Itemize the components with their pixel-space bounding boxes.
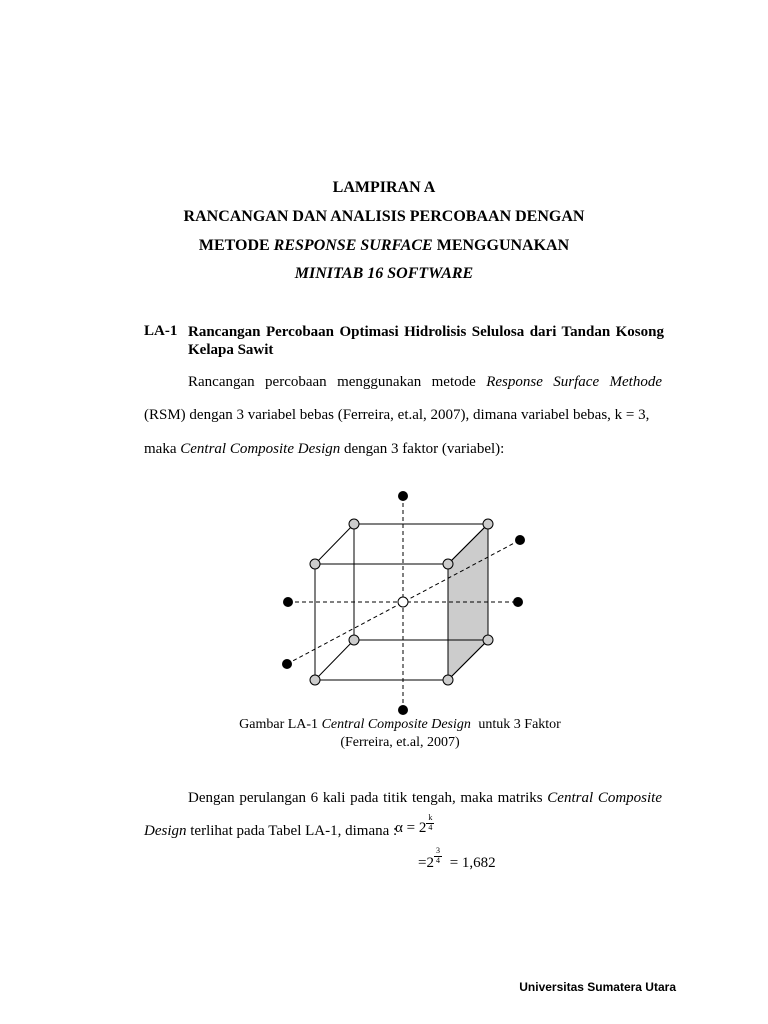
exponent-k-over-4: $\frac{k}{4}$: [428, 813, 433, 832]
appendix-title: LAMPIRAN A: [332, 179, 436, 196]
paragraph2-line1: Dengan perulangan 6 kali pada titik tengah, maka matriks Central Composite: [188, 790, 662, 806]
appendix-subtitle-line3: MINITAB 16 SOFTWARE: [294, 265, 474, 282]
figure-caption-line1: Gambar LA-1 Central Composite Design untuk 3 Faktor: [239, 717, 561, 732]
alpha-result: =2 $\frac{3}{4}$ = 1,682: [418, 846, 496, 871]
alpha-formula: α = 2 $\frac{k}{4}$: [395, 813, 433, 836]
exponent-3-over-4: $\frac{3}{4}$: [435, 846, 440, 865]
appendix-subtitle-line1: RANCANGAN DAN ANALISIS PERCOBAAN DENGAN: [183, 208, 585, 225]
figure-caption-line2: (Ferreira, et.al, 2007): [340, 735, 460, 750]
paragraph1-line3: maka Central Composite Design dengan 3 faktor (variabel):: [144, 441, 505, 457]
edge-top-left: [315, 524, 354, 564]
paragraph1-line1: Rancangan percobaan menggunakan metode Response Surface Methode: [188, 374, 662, 390]
paragraph2-line2: Design terlihat pada Tabel LA-1, dimana :: [144, 823, 398, 839]
section-number: LA-1: [144, 323, 178, 339]
footer-university: Universitas Sumatera Utara: [519, 980, 676, 994]
appendix-subtitle-line2: METODE RESPONSE SURFACE MENGGUNAKAN: [198, 237, 570, 254]
front-face: [315, 564, 448, 680]
shaded-face: [448, 524, 488, 680]
paragraph1-line2: (RSM) dengan 3 variabel bebas (Ferreira, et.al, 2007), dimana variabel bebas, k = 3,: [144, 407, 650, 423]
section-title: Rancangan Percobaan Optimasi Hidrolisis Selulosa dari Tandan Kosong Kelapa Sawit: [188, 324, 664, 358]
ccd-figure: [270, 484, 540, 716]
center-point: [398, 597, 408, 607]
